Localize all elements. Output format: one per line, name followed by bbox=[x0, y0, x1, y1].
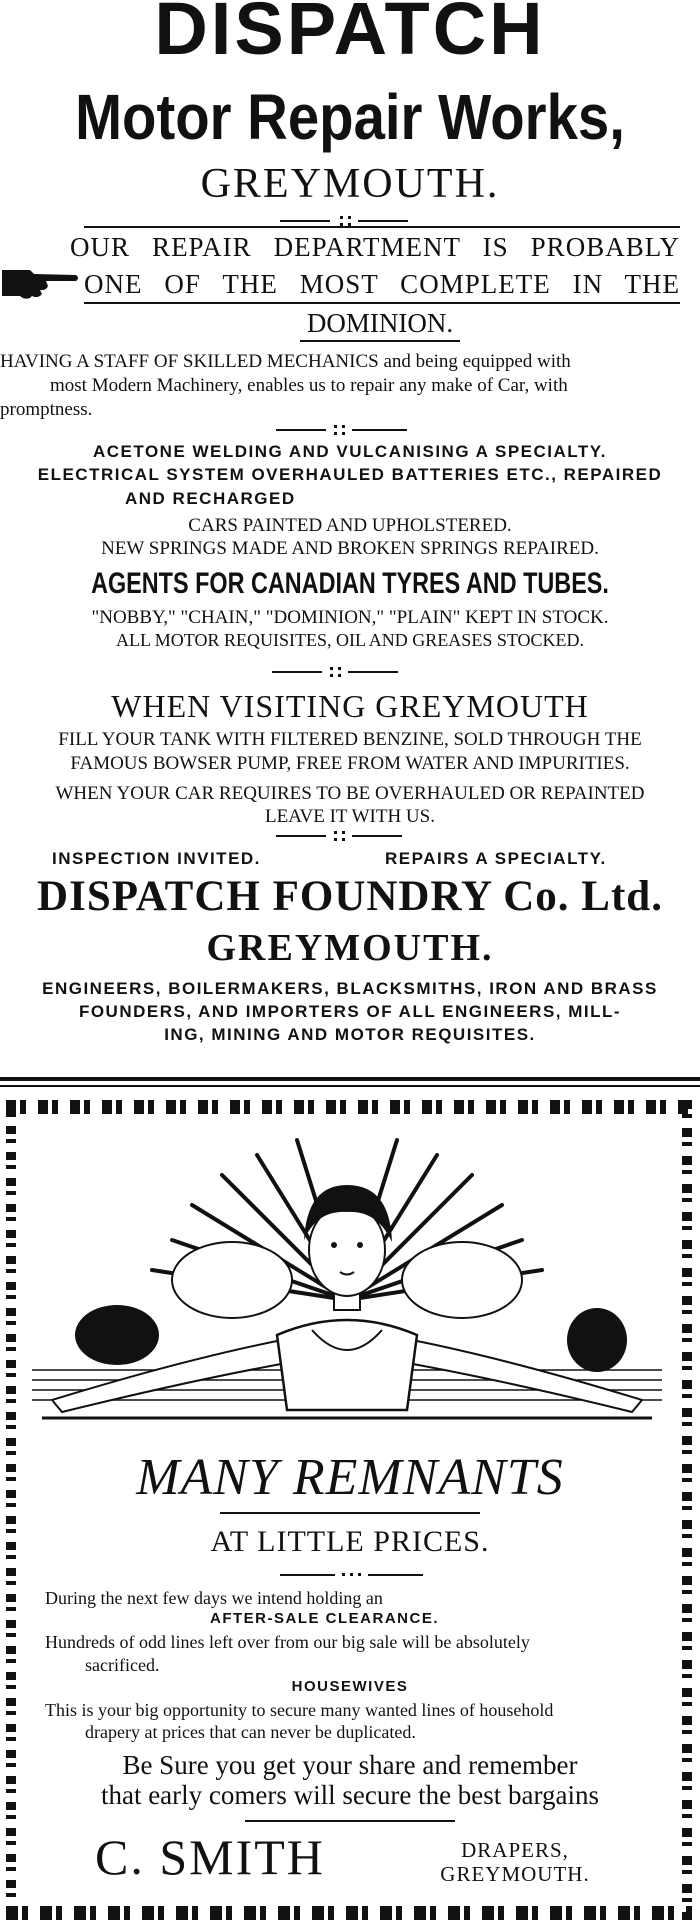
repair-dept-line-2: ONE OF THE MOST COMPLETE IN THE bbox=[84, 269, 680, 299]
location-heading: GREYMOUTH. bbox=[200, 161, 500, 207]
merchant-name: C. SMITH bbox=[95, 1829, 325, 1885]
ornamental-rule bbox=[0, 831, 700, 841]
pointing-hand-icon bbox=[0, 262, 80, 302]
sale-name: AFTER-SALE CLEARANCE. bbox=[210, 1610, 439, 1627]
rule-line bbox=[84, 302, 680, 304]
remnants-subheading: AT LITTLE PRICES. bbox=[210, 1525, 490, 1558]
repair-dept-line-1: OUR REPAIR DEPARTMENT IS PROBABLY bbox=[70, 232, 680, 262]
woman-illustration bbox=[22, 1130, 672, 1430]
ornamental-rule bbox=[0, 425, 700, 435]
service-line-2: NEW SPRINGS MADE AND BROKEN SPRINGS REPAIRED. bbox=[101, 538, 599, 559]
odd-lines-line-2: sacrificed. bbox=[85, 1655, 160, 1675]
foundry-name: DISPATCH FOUNDRY Co. Ltd. bbox=[37, 873, 663, 920]
specialty-line-3: AND RECHARGED bbox=[125, 489, 296, 508]
ad-divider bbox=[0, 1077, 700, 1081]
tyre-line-1: "NOBBY," "CHAIN," "DOMINION," "PLAIN" KEPT IN STOCK. bbox=[91, 607, 609, 628]
rule-line bbox=[220, 1512, 480, 1514]
agents-heading: AGENTS FOR CANADIAN TYRES AND TUBES. bbox=[91, 567, 609, 600]
merchant-location: GREYMOUTH. bbox=[440, 1862, 590, 1886]
visiting-line-4: LEAVE IT WITH US. bbox=[265, 806, 435, 827]
motor-repair-title: Motor Repair Works, bbox=[75, 81, 625, 153]
ad-divider bbox=[0, 1085, 700, 1087]
visiting-heading: WHEN VISITING GREYMOUTH bbox=[111, 688, 589, 724]
staff-line-3: promptness. bbox=[0, 399, 93, 420]
visiting-line-2: FAMOUS BOWSER PUMP, FREE FROM WATER AND IMPURITIES. bbox=[70, 753, 630, 774]
ornamental-rule bbox=[0, 667, 700, 677]
foundry-line-3: ING, MINING AND MOTOR REQUISITES. bbox=[164, 1025, 536, 1044]
repair-dept-line-3: DOMINION. bbox=[306, 308, 454, 338]
share-line-2: that early comers will secure the best bargains bbox=[100, 1780, 600, 1810]
visiting-line-1: FILL YOUR TANK WITH FILTERED BENZINE, SOLD THROUGH THE bbox=[58, 729, 642, 750]
foundry-line-2: FOUNDERS, AND IMPORTERS OF ALL ENGINEERS, MILL- bbox=[78, 1002, 622, 1021]
inspection-invited: INSPECTION INVITED. bbox=[52, 849, 261, 868]
staff-line-1: HAVING A STAFF OF SKILLED MECHANICS and being equipped with bbox=[0, 351, 571, 372]
repairs-specialty: REPAIRS A SPECIALTY. bbox=[385, 849, 607, 868]
rule-line bbox=[245, 1820, 455, 1822]
rule-line bbox=[84, 226, 680, 228]
masthead: DISPATCH bbox=[154, 0, 546, 70]
ornamental-rule bbox=[0, 216, 700, 226]
tyre-line-2: ALL MOTOR REQUISITES, OIL AND GREASES STOCKED. bbox=[115, 630, 585, 650]
remnants-heading: MANY REMNANTS bbox=[136, 1449, 564, 1506]
rule-line bbox=[300, 340, 460, 342]
staff-line-2: most Modern Machinery, enables us to repair any make of Car, with bbox=[50, 375, 568, 396]
ornamental-rule bbox=[0, 1570, 700, 1580]
specialty-line-2: ELECTRICAL SYSTEM OVERHAULED BATTERIES ETC., REPAIRED bbox=[37, 465, 663, 484]
odd-lines-line-1: Hundreds of odd lines left over from our big sale will be absolutely bbox=[45, 1632, 530, 1652]
visiting-line-3: WHEN YOUR CAR REQUIRES TO BE OVERHAULED OR REPAINTED bbox=[55, 783, 645, 804]
share-line-1: Be Sure you get your share and remember bbox=[122, 1750, 578, 1780]
foundry-location: GREYMOUTH. bbox=[206, 927, 494, 969]
housewives-label: HOUSEWIVES bbox=[291, 1678, 409, 1695]
specialty-line-1: ACETONE WELDING AND VULCANISING A SPECIALTY. bbox=[92, 442, 607, 461]
opportunity-line-1: This is your big opportunity to secure many wanted lines of household bbox=[45, 1700, 554, 1720]
opportunity-line-2: drapery at prices that can never be duplicated. bbox=[85, 1722, 416, 1742]
foundry-line-1: ENGINEERS, BOILERMAKERS, BLACKSMITHS, IRON AND BRASS bbox=[42, 979, 658, 998]
service-line-1: CARS PAINTED AND UPHOLSTERED. bbox=[188, 515, 512, 536]
merchant-trade: DRAPERS, bbox=[461, 1838, 569, 1862]
intro-line: During the next few days we intend holding an bbox=[45, 1588, 383, 1608]
